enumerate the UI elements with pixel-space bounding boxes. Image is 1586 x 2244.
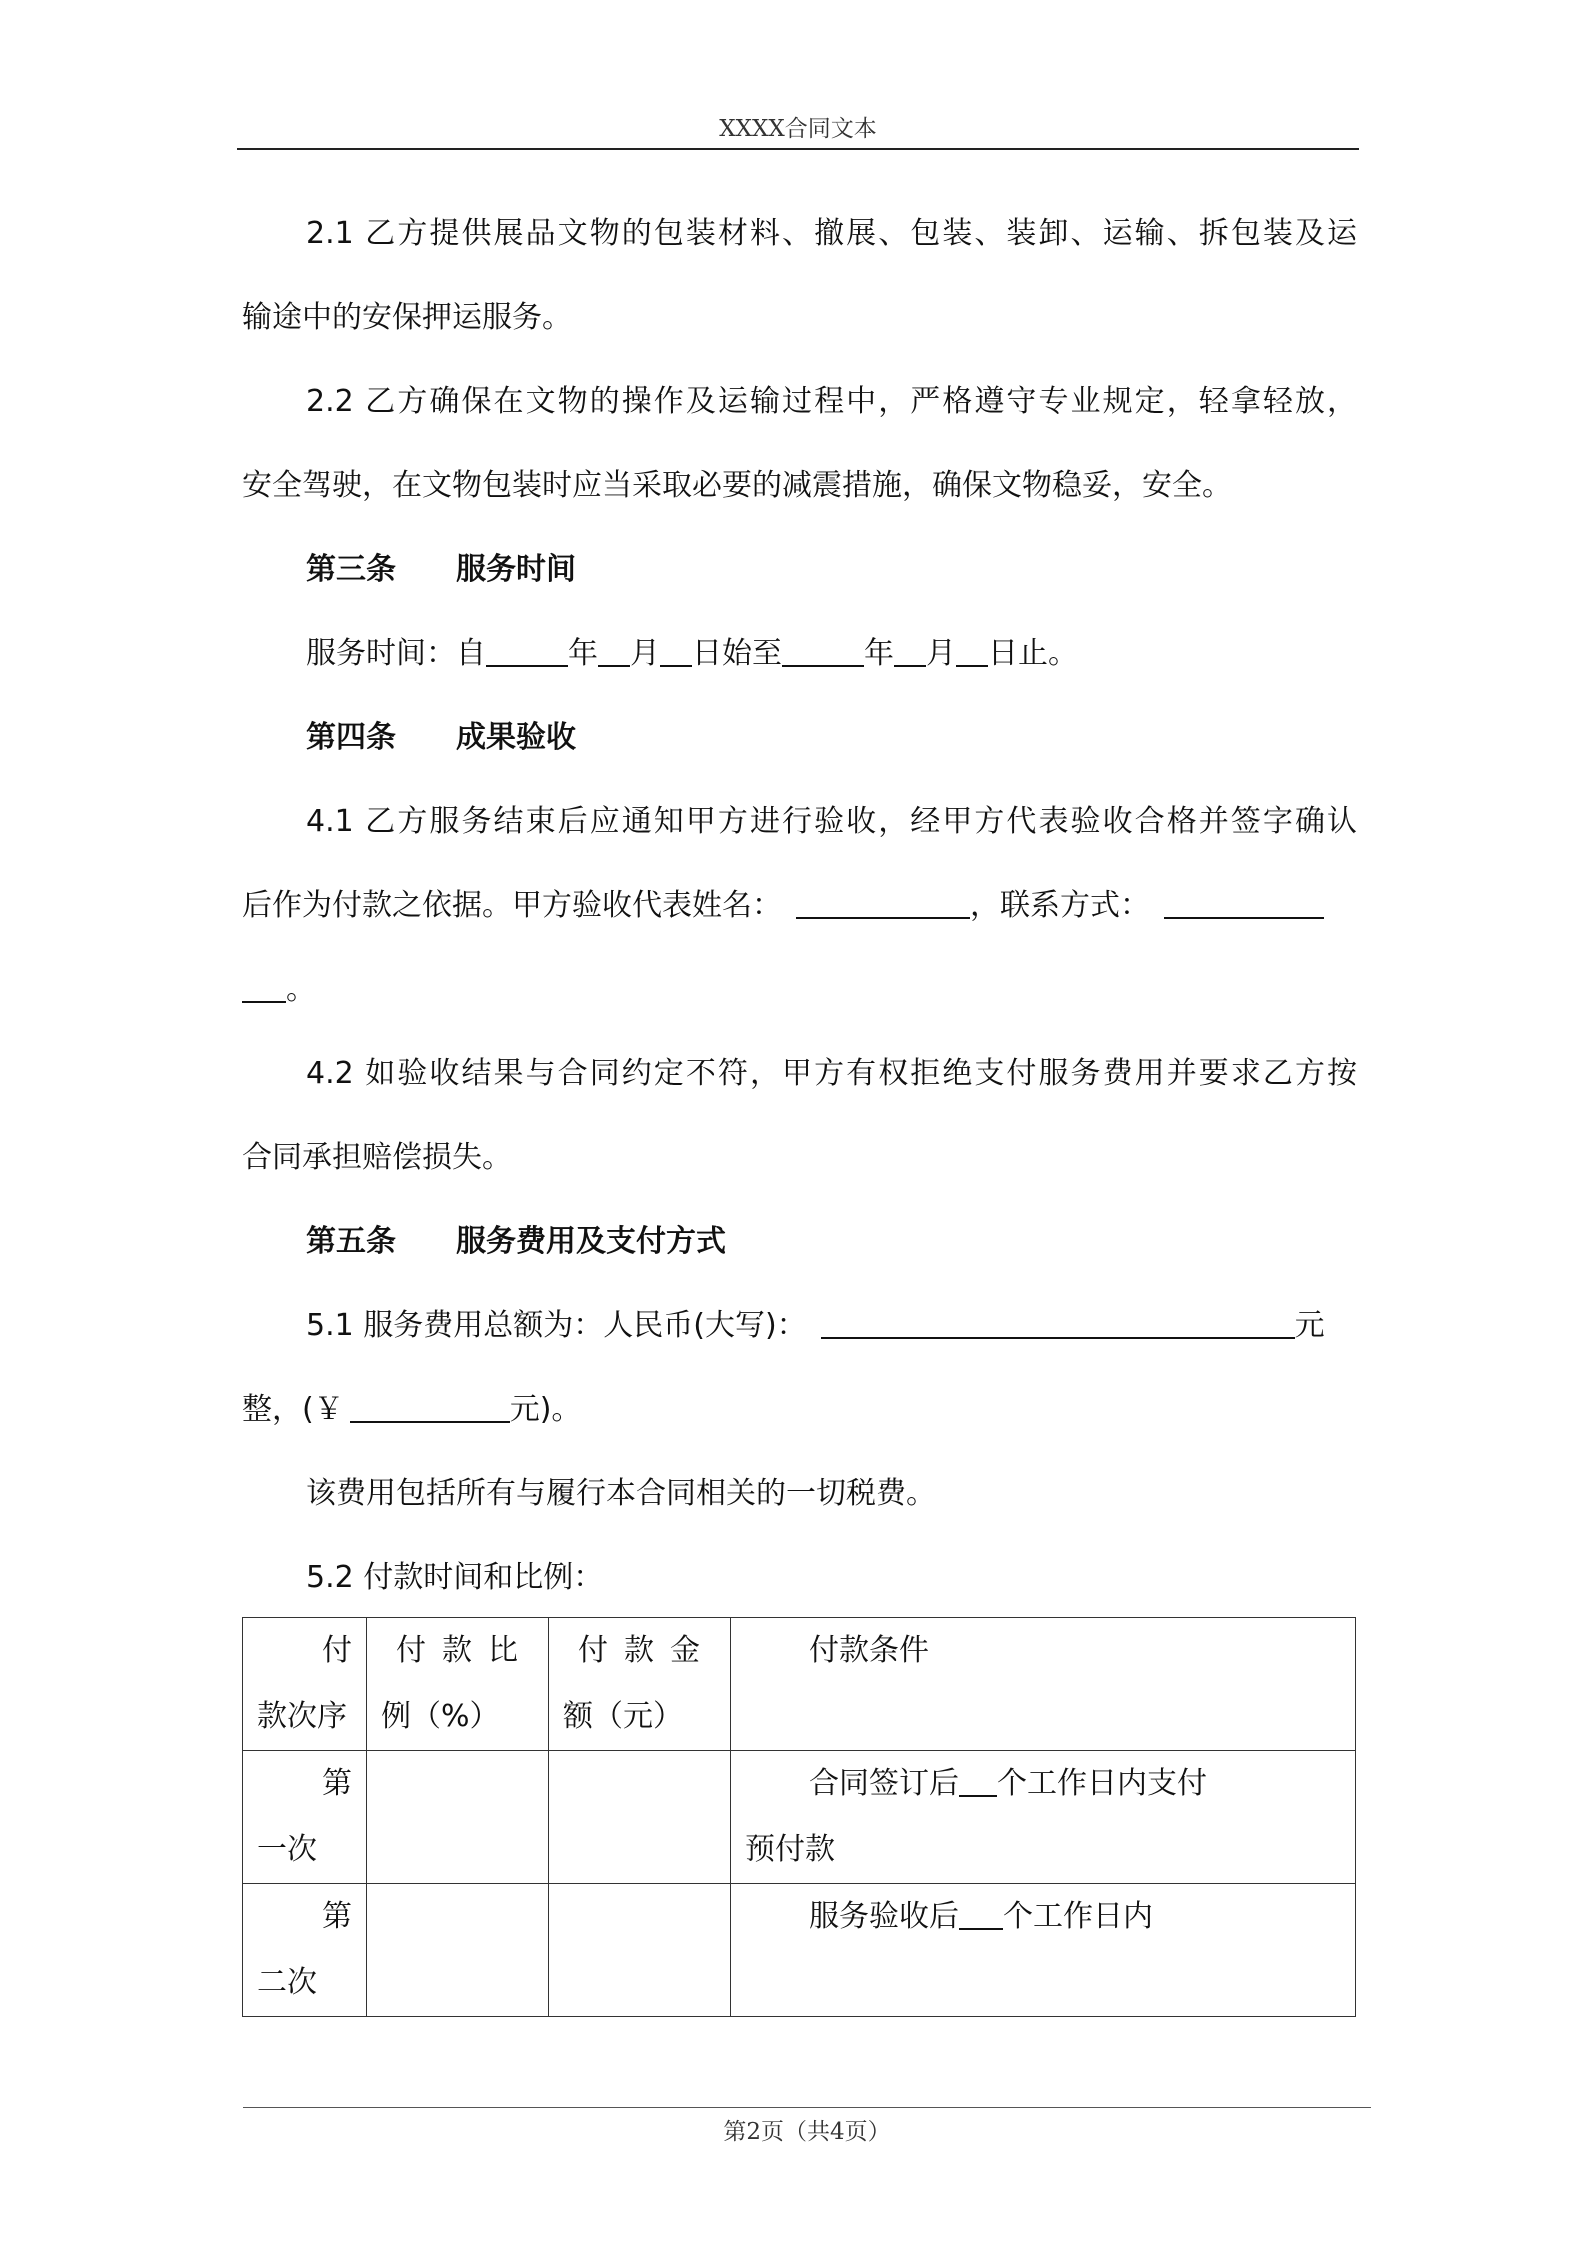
header-amount-top: 付款金 — [578, 1633, 716, 1668]
start-day-blank[interactable] — [660, 631, 692, 667]
total-fee-numeric-blank[interactable] — [350, 1387, 510, 1423]
row1-days-blank[interactable] — [959, 1761, 997, 1797]
row2-ratio-cell[interactable] — [367, 1884, 549, 2017]
row1-condition-text-a: 合同签订后 — [809, 1766, 959, 1801]
header-ratio-top: 付款比 — [396, 1633, 534, 1668]
page-number: 第2页（共4页） — [723, 2119, 891, 2145]
header-amount-bottom: 额（元） — [563, 1699, 683, 1734]
tax-note: 该费用包括所有与履行本合同相关的一切税费。 — [306, 1476, 936, 1511]
service-time-prefix: 服务时间：自 — [306, 636, 486, 671]
clause-2-1-line2: 输途中的安保押运服务。 — [242, 300, 572, 335]
row2-condition-cell — [731, 1884, 1356, 2017]
article-4-number: 第四条 — [306, 720, 396, 755]
article-3-title: 服务时间 — [456, 552, 576, 587]
total-fee-unit: 元 — [1294, 1308, 1325, 1343]
start-month-blank[interactable] — [598, 631, 630, 667]
header-cell-condition — [731, 1618, 1356, 1751]
clause-2-1-line1: 2.1 乙方提供展品文物的包装材料、撤展、包装、装卸、运输、拆包装及运 — [306, 216, 1357, 251]
row1-condition-line2: 预付款 — [745, 1832, 835, 1867]
article-5-number: 第五条 — [306, 1224, 396, 1259]
acceptance-rep-name-blank[interactable] — [796, 883, 970, 919]
clause-5-1-line1 — [242, 1300, 1357, 1384]
end-day-label: 日止。 — [988, 636, 1078, 671]
clause-4-1-line3 — [242, 964, 1357, 1048]
row1-sequence-bottom: 一次 — [257, 1832, 317, 1867]
table-row — [243, 1751, 1356, 1884]
end-year-label: 年 — [864, 636, 894, 671]
row1-sequence-top: 第 — [322, 1766, 352, 1801]
end-day-blank[interactable] — [956, 631, 988, 667]
clause-4-2-line2: 合同承担赔偿损失。 — [242, 1140, 512, 1175]
clause-2-2-line1: 2.2 乙方确保在文物的操作及运输过程中，严格遵守专业规定，轻拿轻放， — [306, 384, 1357, 419]
header-sequence-top: 付 — [322, 1633, 352, 1668]
service-time-line — [242, 628, 1357, 712]
article-5-title: 服务费用及支付方式 — [456, 1224, 726, 1259]
header-cell-amount — [549, 1618, 731, 1751]
clause-4-2-line1: 4.2 如验收结果与合同约定不符，甲方有权拒绝支付服务费用并要求乙方按 — [306, 1056, 1357, 1091]
header-cell-sequence — [243, 1618, 367, 1751]
header-ratio-bottom: 例（%） — [381, 1699, 500, 1734]
acceptance-rep-label: 后作为付款之依据。甲方验收代表姓名： — [242, 888, 782, 923]
row2-sequence-bottom: 二次 — [257, 1965, 317, 2000]
page-footer — [243, 2113, 1371, 2146]
contact-blank[interactable] — [1164, 883, 1324, 919]
row2-amount-cell[interactable] — [549, 1884, 731, 2017]
contact-label: ，联系方式： — [970, 888, 1150, 923]
start-month-label: 月 — [630, 636, 660, 671]
payment-schedule-table — [242, 1617, 1356, 2017]
row2-sequence-cell — [243, 1884, 367, 2017]
clause-4-1-line1: 4.1 乙方服务结束后应通知甲方进行验收，经甲方代表验收合格并签字确认 — [306, 804, 1357, 839]
page-header — [237, 110, 1359, 150]
row1-amount-cell[interactable] — [549, 1751, 731, 1884]
clause-5-1-line2 — [242, 1384, 1357, 1468]
total-fee-numeric-prefix: 整，(￥ — [242, 1392, 344, 1427]
clause-2-2-line2: 安全驾驶，在文物包装时应当采取必要的减震措施，确保文物稳妥，安全。 — [242, 468, 1232, 503]
row1-condition-cell — [731, 1751, 1356, 1884]
row1-condition-line1 — [731, 1751, 1355, 1817]
end-month-blank[interactable] — [894, 631, 926, 667]
start-year-label: 年 — [568, 636, 598, 671]
header-cell-ratio — [367, 1618, 549, 1751]
row1-condition-text-b: 个工作日内支付 — [997, 1766, 1207, 1801]
header-condition-bottom: 付款条件 — [809, 1633, 929, 1668]
footer-divider — [243, 2107, 1371, 2108]
total-fee-uppercase-blank[interactable] — [821, 1303, 1295, 1339]
article-3-number: 第三条 — [306, 552, 396, 587]
table-header-row — [243, 1618, 1356, 1751]
clause-5-2-heading: 5.2 付款时间和比例： — [306, 1560, 604, 1595]
row2-days-blank[interactable] — [959, 1894, 1003, 1930]
end-year-blank[interactable] — [782, 631, 864, 667]
row1-sequence-cell — [243, 1751, 367, 1884]
document-body — [242, 208, 1357, 1636]
row1-ratio-cell[interactable] — [367, 1751, 549, 1884]
clause-4-1-line2 — [242, 880, 1357, 964]
article-3-heading — [242, 544, 1357, 628]
start-year-blank[interactable] — [486, 631, 568, 667]
row2-sequence-top: 第 — [322, 1899, 352, 1934]
row2-condition-text-b: 个工作日内 — [1003, 1899, 1153, 1934]
clause-4-1-end: 。 — [286, 972, 316, 1007]
row2-condition-line2 — [731, 1884, 1355, 1950]
table-row — [243, 1884, 1356, 2017]
start-day-label: 日始至 — [692, 636, 782, 671]
article-4-title: 成果验收 — [456, 720, 576, 755]
total-fee-label: 5.1 服务费用总额为：人民币(大写)： — [306, 1308, 807, 1343]
total-fee-numeric-suffix: 元)。 — [509, 1392, 582, 1427]
row2-condition-text-a: 服务验收后 — [809, 1899, 959, 1934]
header-title: XXXX合同文本 — [719, 116, 877, 142]
contact-blank-continued[interactable] — [242, 967, 286, 1003]
article-5-heading — [242, 1216, 1357, 1300]
article-4-heading — [242, 712, 1357, 796]
header-sequence-bottom: 款次序 — [257, 1699, 347, 1734]
end-month-label: 月 — [926, 636, 956, 671]
